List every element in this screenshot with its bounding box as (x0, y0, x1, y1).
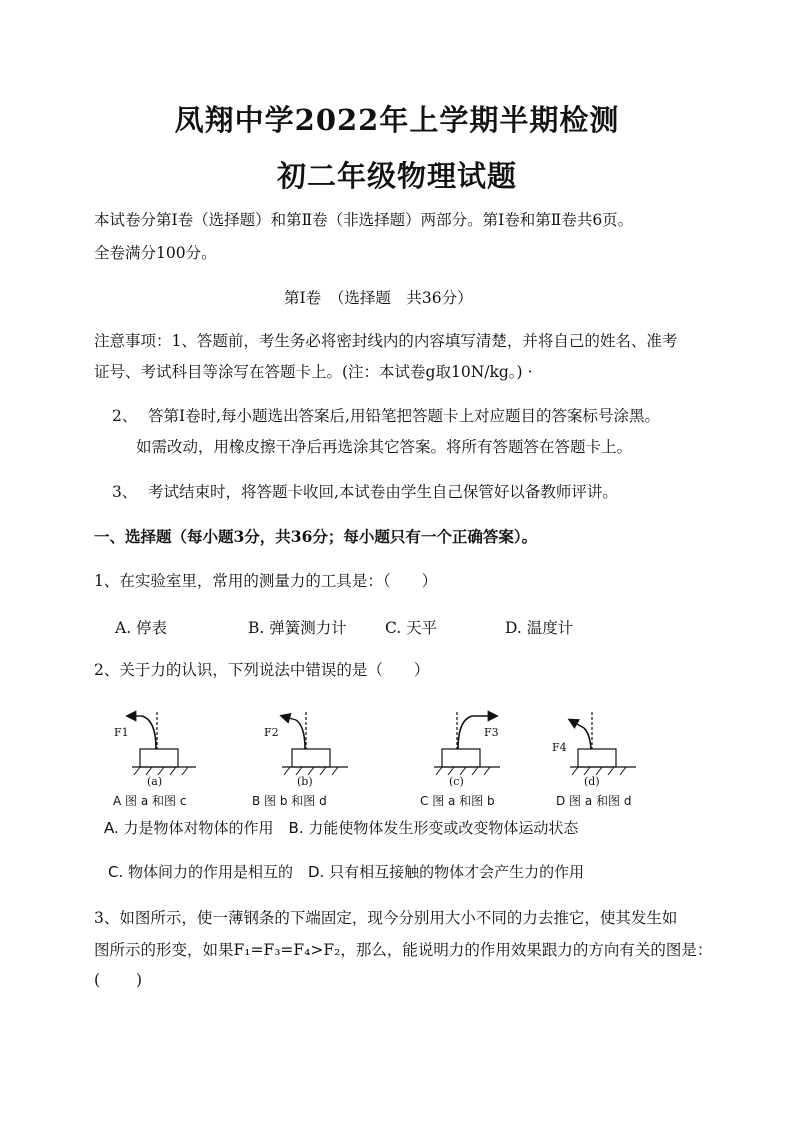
q3-line-3: ( ) (94, 971, 143, 989)
q2-options-cd: C. 物体间力的作用是相互的 D. 只有相互接触的物体才会产生力的作用 (108, 863, 585, 881)
panel-label-d: (d) (584, 775, 600, 788)
q3-line-2: 图所示的形变，如果F₁=F₃=F₄>F₂，那么，能说明力的作用效果跟力的方向有关的图是： (94, 941, 713, 959)
q3-line-1: 3、如图所示，使一薄钢条的下端固定，现今分别用大小不同的力去推它，使其发生如 (94, 909, 678, 927)
notes-item-2a: 答第Ⅰ卷时,每小题选出答案后,用铅笔把答题卡上对应题目的答案标号涂黑。 (148, 407, 660, 425)
intro-line-1: 本试卷分第Ⅰ卷（选择题）和第Ⅱ卷（非选择题）两部分。第Ⅰ卷和第Ⅱ卷共6页。 (94, 211, 634, 229)
section1-heading: 一、选择题（每小题3分，共36分；每小题只有一个正确答案）。 (94, 527, 538, 546)
q2-caption-a: A 图 a 和图 c (113, 794, 187, 808)
panel-c (434, 712, 500, 788)
part1-heading: 第Ⅰ卷 （选择题 共36分） (284, 289, 473, 307)
notes-line-1a: 注意事项：1、答题前，考生务必将密封线内的内容填写清楚，并将自己的姓名、准考 (94, 332, 678, 350)
notes-item-3: 考试结束时，将答题卡收回,本试卷由学生自己保管好以备教师评讲。 (148, 483, 618, 501)
force-label-f2: F2 (264, 726, 279, 739)
q2-caption-b: B 图 b 和图 d (252, 794, 327, 808)
panel-label-b: (b) (297, 775, 313, 788)
q1-option-d: D. 温度计 (505, 619, 574, 637)
force-label-f1: F1 (114, 726, 129, 739)
q1-option-a: A. 停表 (115, 619, 168, 637)
force-label-f3: F3 (484, 726, 499, 739)
q2-caption-c: C 图 a 和图 b (420, 794, 495, 808)
notes-item-3-number: 3、 (112, 483, 138, 501)
panel-d (552, 712, 636, 788)
force-label-f4: F4 (552, 741, 567, 754)
exam-subtitle: 初二年级物理试题 (276, 159, 517, 193)
q1-option-b: B. 弹簧测力计 (248, 619, 347, 637)
exam-title: 凤翔中学2022年上学期半期检测 (174, 103, 620, 137)
intro-line-2: 全卷满分100分。 (94, 244, 217, 262)
q2-caption-d: D 图 a 和图 d (556, 794, 632, 808)
notes-item-2-number: 2、 (112, 407, 138, 425)
notes-line-1b: 证号、考试科目等涂写在答题卡上。(注：本试卷g取10N/kg。) · (94, 363, 533, 381)
q2-stem: 2、关于力的认识，下列说法中错误的是（ ） (94, 661, 430, 679)
q2-options-ab: A. 力是物体对物体的作用 B. 力能使物体发生形变或改变物体运动状态 (104, 819, 579, 837)
panel-label-c: (c) (449, 775, 464, 788)
q1-option-c: C. 天平 (385, 619, 438, 637)
panel-a (114, 712, 196, 788)
q1-stem: 1、在实验室里，常用的测量力的工具是：（ ） (94, 572, 438, 590)
notes-item-2b: 如需改动，用橡皮擦干净后再选涂其它答案。将所有答题答在答题卡上。 (136, 438, 633, 456)
panel-label-a: (a) (147, 775, 163, 788)
panel-b (264, 712, 348, 788)
